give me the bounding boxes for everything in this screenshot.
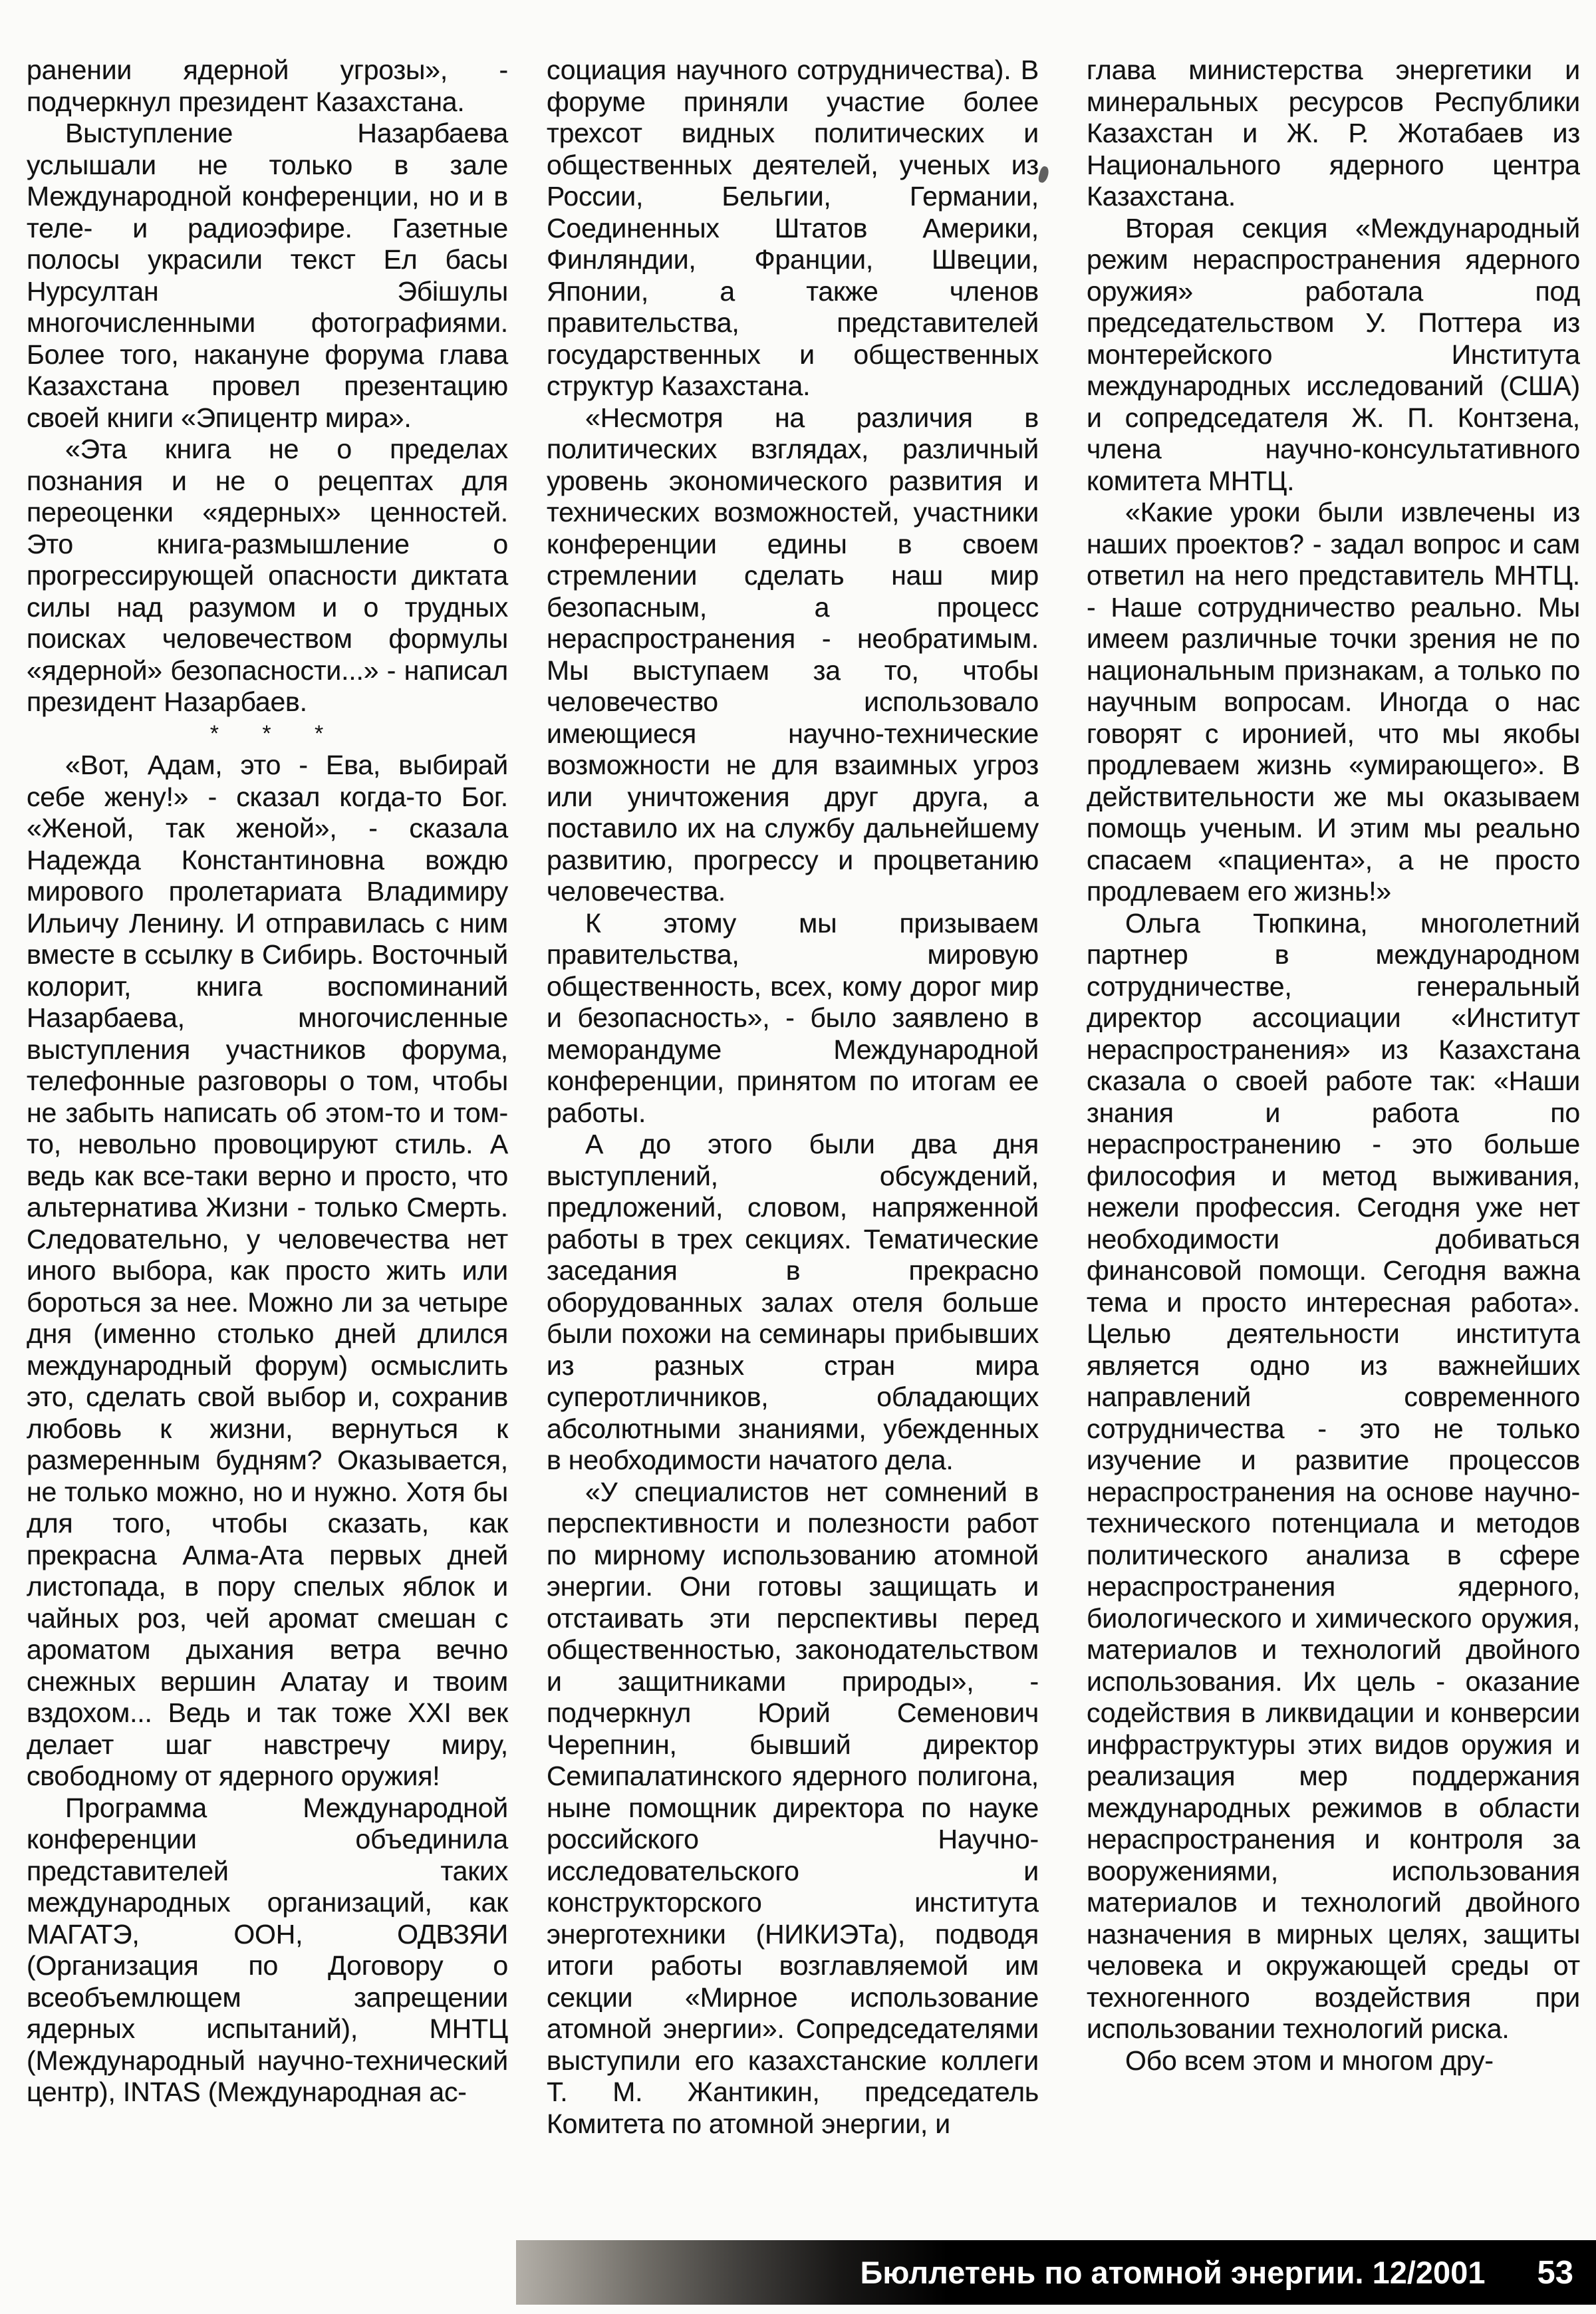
footer-bar [516,2240,1596,2305]
paragraph: «Эта книга не о пределах познания и не о рецептах для переоценки «ядерных» ценностей. Это книга-размышление о прогрессирующей опасности диктата силы над разумом и о трудных поисках человечеством формулы «ядерной» безопасности...» - написал президент Назарбаев. [27,434,508,717]
paragraph: «Вот, Адам, это - Ева, выбирай себе жену!» - сказал когда-то Бог. «Женой, так женой», - сказала Надежда Константиновна вождю мирового пролетариата Владимиру Ильичу Ленину. И отправилась с ним вместе в ссылку в Сибирь. Восточный колорит, книга воспоминаний Назарбаева, многочисленные выступления участников форума, телефонные разговоры о том, чтобы не забыть написать об этом-то и том-то, невольно провоцируют стиль. А ведь как все-таки верно и просто, что альтернатива Жизни - только Смерть. Следовательно, у человечества нет иного выбора, как просто жить или бороться за нее. Можно ли за четыре дня (именно столько дней длился международный форум) осмыслить это, сделать свой выбор и, сохранив любовь к жизни, вернуться к размеренным будням? Оказывается, не только можно, но и нужно. Хотя бы для того, чтобы сказать, как прекрасна Алма-Ата первых дней листопада, в пору спелых яблок и чайных роз, чей аромат смешан с ароматом дыхания ветра вечно снежных вершин Алатау и твоим вздохом... Ведь и так тоже XXI век делает шаг навстречу миру, свободному от ядерного оружия! [27,750,508,1791]
paragraph: Программа Международной конференции объединила представителей таких международных организаций, как МАГАТЭ, ООН, ОДВЗЯИ (Организация по Договору о всеобъемлющем запрещении ядерных испытаний), МНТЦ (Международный научно-технический центр), INTAS (Международная ас- [27,1792,508,2107]
text-column-left [27,55,508,2108]
text-column-right [1087,55,1580,2077]
paragraph: «Несмотря на различия в политических взглядах, различный уровень экономического развития и технических возможностей, участники конференции едины в своем стремлении сделать наш мир безопасным, а процесс нераспространения - необратимым. Мы выступаем за то, чтобы человечество использовало имеющиеся научно-технические возможности не для взаимных угроз или уничтожения друг друга, а поставило их на службу дальнейшему развитию, прогрессу и процветанию человечества. [547,402,1039,907]
text-column-middle [547,55,1039,2140]
paragraph: Ольга Тюпкина, многолетний партнер в международном сотрудничестве, генеральный директор ассоциации «Институт нераспространения» из Казахстана сказала о своей работе так: «Наши знания и работа по нераспространению - это больше философия и метод выживания, нежели профессия. Сегодня уже нет необходимости добиваться финансовой помощи. Сегодня важна тема и просто интересная работа». Целью деятельности института является одно из важнейших направлений современного сотрудничества - это не только изучение и развитие процессов нераспространения на основе научно-технического потенциала и методов политического анализа в сфере нераспространения ядерного, биологического и химического оружия, материалов и технологий двойного использования. Их цель - оказание содействия в ликвидации и конверсии инфраструктуры этих видов оружия и реализация мер поддержания международных режимов в области нераспространения и контроля за вооружениями, использования материалов и технологий двойного назначения в мирных целях, защиты человека и окружающей среды от техногенного воздействия при использовании технологий риска. [1087,907,1580,2044]
journal-title: Бюллетень по атомной энергии. 12/2001 [860,2255,1486,2290]
paragraph: А до этого были два дня выступлений, обсуждений, предложений, словом, напряженной работы в трех секциях. Тематические заседания в прекрасно оборудованных залах отеля больше были похожи на семинары прибывших из разных стран мира суперотличников, обладающих абсолютными знаниями, убежденных в необходимости начатого дела. [547,1129,1039,1475]
paragraph: К этому мы призываем правительства, мировую общественность, всех, кому дорог мир и безопасность», - было заявлено в меморандуме Международной конференции, принятом по итогам ее работы. [547,907,1039,1128]
paragraph: Выступление Назарбаева услышали не только в зале Международной конференции, но и в теле- и радиоэфире. Газетные полосы украсили текст Ел басы Нурсултан Эбішулы многочисленными фотографиями. Более того, накануне форума глава Казахстана провел презентацию своей книги «Эпицентр мира». [27,118,508,433]
paragraph: «Какие уроки были извлечены из наших проектов? - задал вопрос и сам ответил на него представитель МНТЦ. - Наше сотрудничество реально. Мы имеем различные точки зрения не по национальным признакам, а только по научным вопросам. Иногда о нас говорят с иронией, что мы якобы продлеваем жизнь «умирающего». В действительности же мы оказываем помощь ученым. И этим мы реально спасаем «пациента», а не просто продлеваем его жизнь!» [1087,497,1580,907]
scan-artifact [1037,166,1050,184]
section-separator: * * * [209,720,325,746]
page-number: 53 [1537,2254,1573,2291]
paragraph: ранении ядерной угрозы», - подчеркнул президент Казахстана. [27,55,508,117]
paragraph: глава министерства энергетики и минеральных ресурсов Республики Казахстан и Ж. Р. Жотабаев из Национального ядерного центра Казахстана. [1087,55,1580,212]
paragraph: Вторая секция «Международный режим нераспространения ядерного оружия» работала под председательством У. Поттера из монтерейского Института международных исследований (США) и сопредседателя Ж. П. Контзена, члена научно-консультативного комитета МНТЦ. [1087,212,1580,496]
paragraph: социация научного сотрудничества). В форуме приняли участие более трехсот видных политических и общественных деятелей, ученых из России, Бельгии, Германии, Соединенных Штатов Америки, Финляндии, Франции, Швеции, Японии, а также членов правительства, представителей государственных и общественных структур Казахстана. [547,55,1039,401]
paragraph: «У специалистов нет сомнений в перспективности и полезности работ по мирному использованию атомной энергии. Они готовы защищать и отстаивать эти перспективы перед общественностью, законодательством и защитниками природы», - подчеркнул Юрий Семенович Черепнин, бывший директор Семипалатинского ядерного полигона, ныне помощник директора по науке российского Научно-исследовательского и конструкторского института энерготехники (НИКИЭТа), подводя итоги работы возглавляемой им секции «Мирное использование атомной энергии». Сопредседателями выступили его казахстанские коллеги Т. М. Жантикин, председатель Комитета по атомной энергии, и [547,1476,1039,2139]
paragraph: Обо всем этом и многом дру- [1125,2045,1494,2076]
